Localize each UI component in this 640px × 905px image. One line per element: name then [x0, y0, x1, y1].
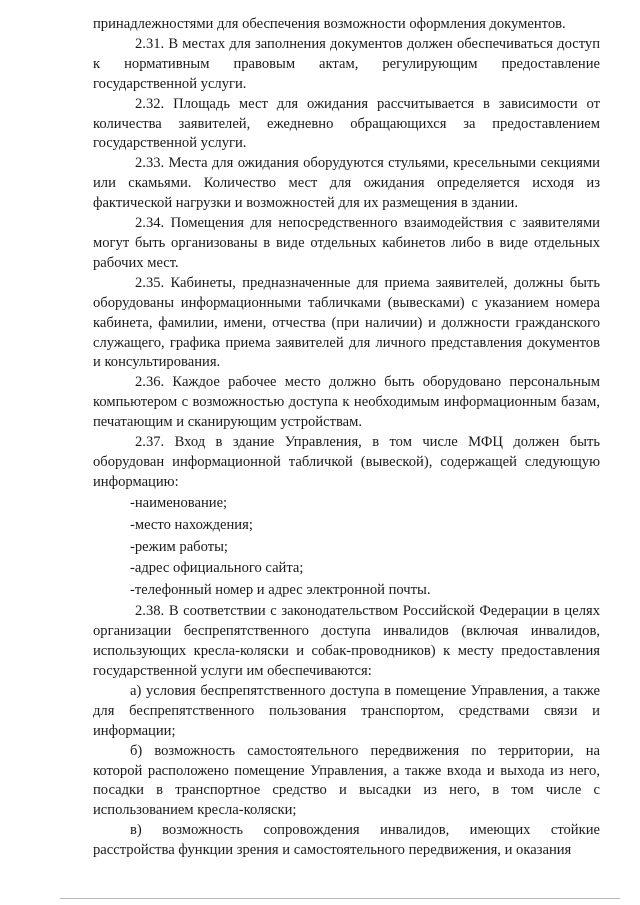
page-bottom-divider	[60, 898, 620, 899]
sub-item-c: в) возможность сопровождения инвалидов, имеющих стойкие расстройства функции зрения и самостоятельного передвижения, и оказания	[93, 822, 600, 859]
paragraph-2-37: 2.37. Вход в здание Управления, в том числе МФЦ должен быть оборудован информационной табличкой (вывеской), содержащей следующую информацию:	[93, 434, 600, 490]
list-item-schedule: -режим работы;	[130, 538, 228, 555]
paragraph-2-34: 2.34. Помещения для непосредственного взаимодействия с заявителями могут быть организованы в виде отдельных кабинетов либо в виде отдельных рабочих мест.	[93, 215, 600, 271]
paragraph-2-32: 2.32. Площадь мест для ожидания рассчитывается в зависимости от количества заявителей, ежедневно обращающихся за предоставлением государственной услуги.	[93, 95, 600, 152]
sub-item-b: б) возможность самостоятельного передвижения по территории, на которой расположено помещение Управления, а также входа и выхода из него, посадки в транспортное средство и высадки из него, в том числе с использованием кресла-коляски;	[93, 742, 600, 819]
document-body	[93, 15, 600, 861]
sub-item-a: а) условия беспрепятственного доступа в помещение Управления, а также для беспрепятственного пользования транспортом, средствами связи и информации;	[93, 682, 600, 739]
paragraph-2-38: 2.38. В соответствии с законодательством Российской Федерации в целях организации беспрепятственного доступа инвалидов (включая инвалидов, использующих кресла-коляски и собак-проводников) к месту предоставления государственной услуги им обеспечиваются:	[93, 603, 600, 679]
paragraph-2-31: 2.31. В местах для заполнения документов должен обеспечиваться доступ к нормативным правовым актам, регулирующим предоставление государственной услуги.	[93, 35, 600, 92]
paragraph-continuation: принадлежностями для обеспечения возможности оформления документов.	[93, 16, 566, 32]
list-item-website: -адрес официального сайта;	[130, 560, 304, 577]
paragraph-2-33: 2.33. Места для ожидания оборудуются стульями, кресельными секциями или скамьями. Количество мест для ожидания определяется исходя из фактической нагрузки и возможностей для их размещения в здании.	[93, 155, 600, 212]
paragraph-2-35: 2.35. Кабинеты, предназначенные для приема заявителей, должны быть оборудованы информационными табличками (вывесками) с указанием номера кабинета, фамилии, имени, отчества (при наличии) и должности гражданского служащего, графика приема заявителей для личного представления документов и консультирования.	[93, 274, 600, 371]
list-item-location: -место нахождения;	[130, 516, 253, 533]
paragraph-2-36: 2.36. Каждое рабочее место должно быть оборудовано персональным компьютером с возможностью доступа к необходимым информационным базам, печатающим и сканирующим устройствам.	[93, 374, 600, 431]
list-item-contacts: -телефонный номер и адрес электронной почты.	[130, 582, 431, 599]
list-item-name: -наименование;	[130, 494, 228, 511]
